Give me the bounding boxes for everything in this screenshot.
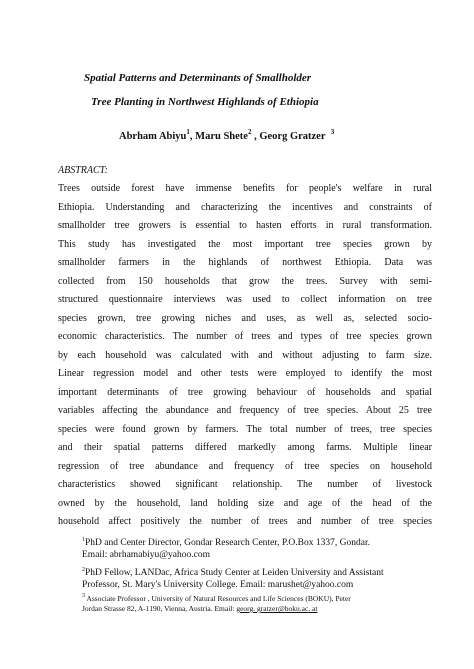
abstract-line: household affect positively the number of trees and number of tree species: [58, 516, 432, 527]
abstract-line: Ethiopia. Understanding and characterizing the incentives and constraints of: [58, 201, 432, 213]
author-1-affiliation: 1: [186, 128, 190, 136]
footnote-3-text: Associate Professor , University of Natural Resources and Life Sciences (BOKU), Peter: [86, 594, 351, 603]
footnote-2: [82, 564, 434, 579]
author-2-name: , Maru Shete: [189, 131, 248, 142]
abstract-line: Trees outside forest have immense benefits for people's welfare in rural: [58, 183, 432, 194]
abstract-line: This study has investigated the most important tree species grown by: [58, 238, 432, 250]
abstract-line: regression of tree abundance and frequency of tree species on household: [58, 460, 432, 472]
author-list: [119, 128, 334, 142]
footnote-3-marker: 3: [82, 593, 85, 599]
footnote-3: [82, 591, 434, 604]
footnote-1-email: Email: abrhamabiyu@yahoo.com: [82, 550, 210, 560]
abstract-line: economic characteristics. The number of trees and types of tree species grown: [58, 331, 432, 342]
abstract-line: important determinants of tree growing behaviour of households and spatial: [58, 386, 432, 398]
author-3-affiliation: 3: [330, 128, 335, 136]
title-line-1: Spatial Patterns and Determinants of Smallholder: [84, 72, 312, 84]
author-2-affiliation: 2: [247, 128, 252, 136]
abstract-line: collected from 150 households that grow the trees. Survey with semi-: [58, 275, 432, 287]
abstract-line: structured questionnaire interviews was used to collect information on tree: [58, 294, 432, 305]
author-1-name: Abrham Abiyu: [119, 131, 187, 142]
footnote-3-email-link[interactable]: georg. gratzer@boku.ac. at: [236, 604, 318, 613]
footnote-1-text: PhD and Center Director, Gondar Research Center, P.O.Box 1337, Gondar.: [85, 538, 370, 548]
footnote-1: [82, 534, 434, 549]
abstract-body: [58, 180, 432, 532]
author-3-name: , Georg Gratzer: [251, 131, 326, 142]
footnote-3-continued: [82, 604, 434, 614]
abstract-line: smallholder farmers in the highlands of northwest Ethiopia. Data was: [58, 257, 432, 268]
abstract-line: species were found grown by farmers. The total number of trees, tree species: [58, 423, 432, 435]
abstract-heading: ABSTRACT:: [58, 165, 109, 176]
footnote-2-continued: Professor, St. Mary's University College. Email: marushet@yahoo.com: [82, 580, 354, 590]
footnote-2-text: PhD Fellow, LANDac, Africa Study Center at Leiden University and Assistant: [85, 568, 384, 578]
abstract-line: species grown, tree growing niches and uses, as well as, selected socio-: [58, 312, 432, 324]
footnote-1-marker: 1: [82, 537, 85, 543]
footnotes: [82, 534, 434, 614]
abstract-line: and their spatial patterns differed markedly among farms. Multiple linear: [58, 442, 432, 453]
abstract-line: smallholder tree growers is essential to hasten efforts in rural transformation.: [58, 220, 432, 231]
abstract-line: owned by the household, land holding size and age of the head of the: [58, 497, 432, 509]
abstract-line: by each household was calculated with and without adjusting to farm size.: [58, 349, 432, 361]
title-line-2: Tree Planting in Northwest Highlands of Ethiopia: [91, 96, 319, 108]
abstract-line: variables affecting the abundance and frequency of tree species. About 25 tree: [58, 405, 432, 416]
abstract-line: characteristics showed significant relationship. The number of livestock: [58, 479, 432, 490]
footnote-2-marker: 2: [82, 567, 85, 573]
footnote-3-address: Jordan Strasse 82, A-1190, Vienna, Austria. Email:: [82, 604, 237, 613]
abstract-line: Linear regression model and other tests were employed to identify the most: [58, 368, 432, 379]
